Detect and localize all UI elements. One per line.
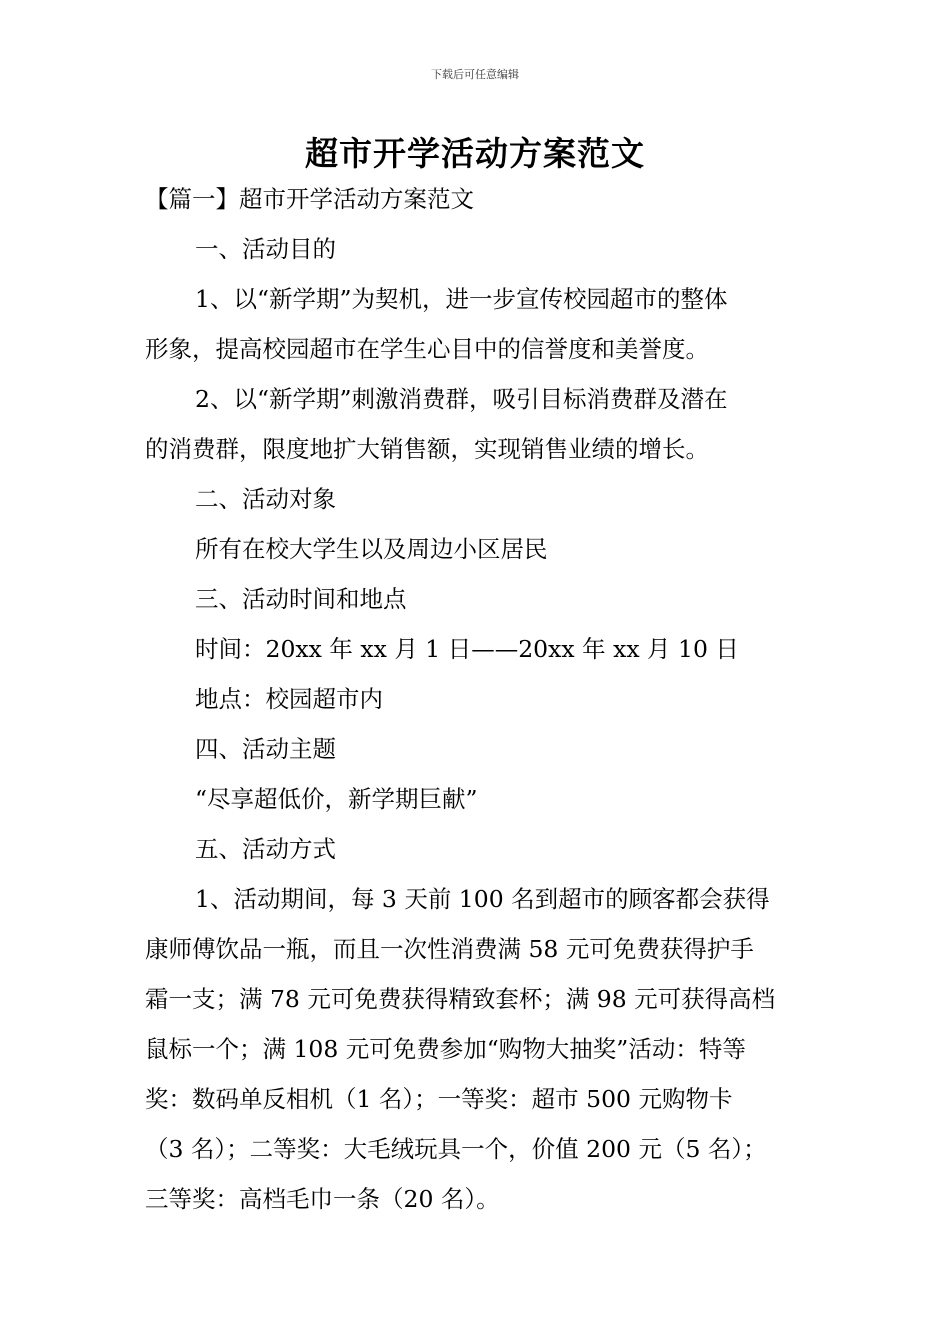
paragraph-line: 的消费群，限度地扩大销售额，实现销售业绩的增长。 xyxy=(145,435,709,463)
paragraph-line: 1、以“新学期”为契机，进一步宣传校园超市的整体 xyxy=(195,285,728,313)
paragraph-line: 三等奖：高档毛巾一条（20 名）。 xyxy=(145,1185,500,1213)
heading-target: 二、活动对象 xyxy=(195,485,336,513)
paragraph-line: 奖：数码单反相机（1 名）；一等奖：超市 500 元购物卡 xyxy=(145,1085,733,1113)
heading-goal: 一、活动目的 xyxy=(195,235,336,263)
paragraph-line: 霜一支；满 78 元可免费获得精致套杯；满 98 元可获得高档 xyxy=(145,985,776,1013)
document-title: 超市开学活动方案范文 xyxy=(305,134,645,173)
header-note: 下载后可任意编辑 xyxy=(431,68,519,81)
paragraph-line: 1、活动期间，每 3 天前 100 名到超市的顾客都会获得 xyxy=(195,885,770,913)
paragraph-line: “尽享超低价，新学期巨献” xyxy=(195,785,478,813)
heading-time-place: 三、活动时间和地点 xyxy=(195,585,407,613)
paragraph-line: 地点：校园超市内 xyxy=(195,685,383,713)
paragraph-line: 所有在校大学生以及周边小区居民 xyxy=(195,535,548,563)
paragraph-line: 鼠标一个；满 108 元可免费参加“购物大抽奖”活动：特等 xyxy=(145,1035,746,1063)
paragraph-line: （3 名）；二等奖：大毛绒玩具一个，价值 200 元（5 名）； xyxy=(145,1135,767,1163)
heading-theme: 四、活动主题 xyxy=(195,735,336,763)
paragraph-line: 康师傅饮品一瓶，而且一次性消费满 58 元可免费获得护手 xyxy=(145,935,754,963)
paragraph-line: 时间：20xx 年 xx 月 1 日——20xx 年 xx 月 10 日 xyxy=(195,635,739,663)
section-heading: 【篇一】超市开学活动方案范文 xyxy=(145,185,474,213)
paragraph-line: 形象，提高校园超市在学生心目中的信誉度和美誉度。 xyxy=(145,335,709,363)
heading-method: 五、活动方式 xyxy=(195,835,336,863)
paragraph-line: 2、以“新学期”刺激消费群，吸引目标消费群及潜在 xyxy=(195,385,728,413)
